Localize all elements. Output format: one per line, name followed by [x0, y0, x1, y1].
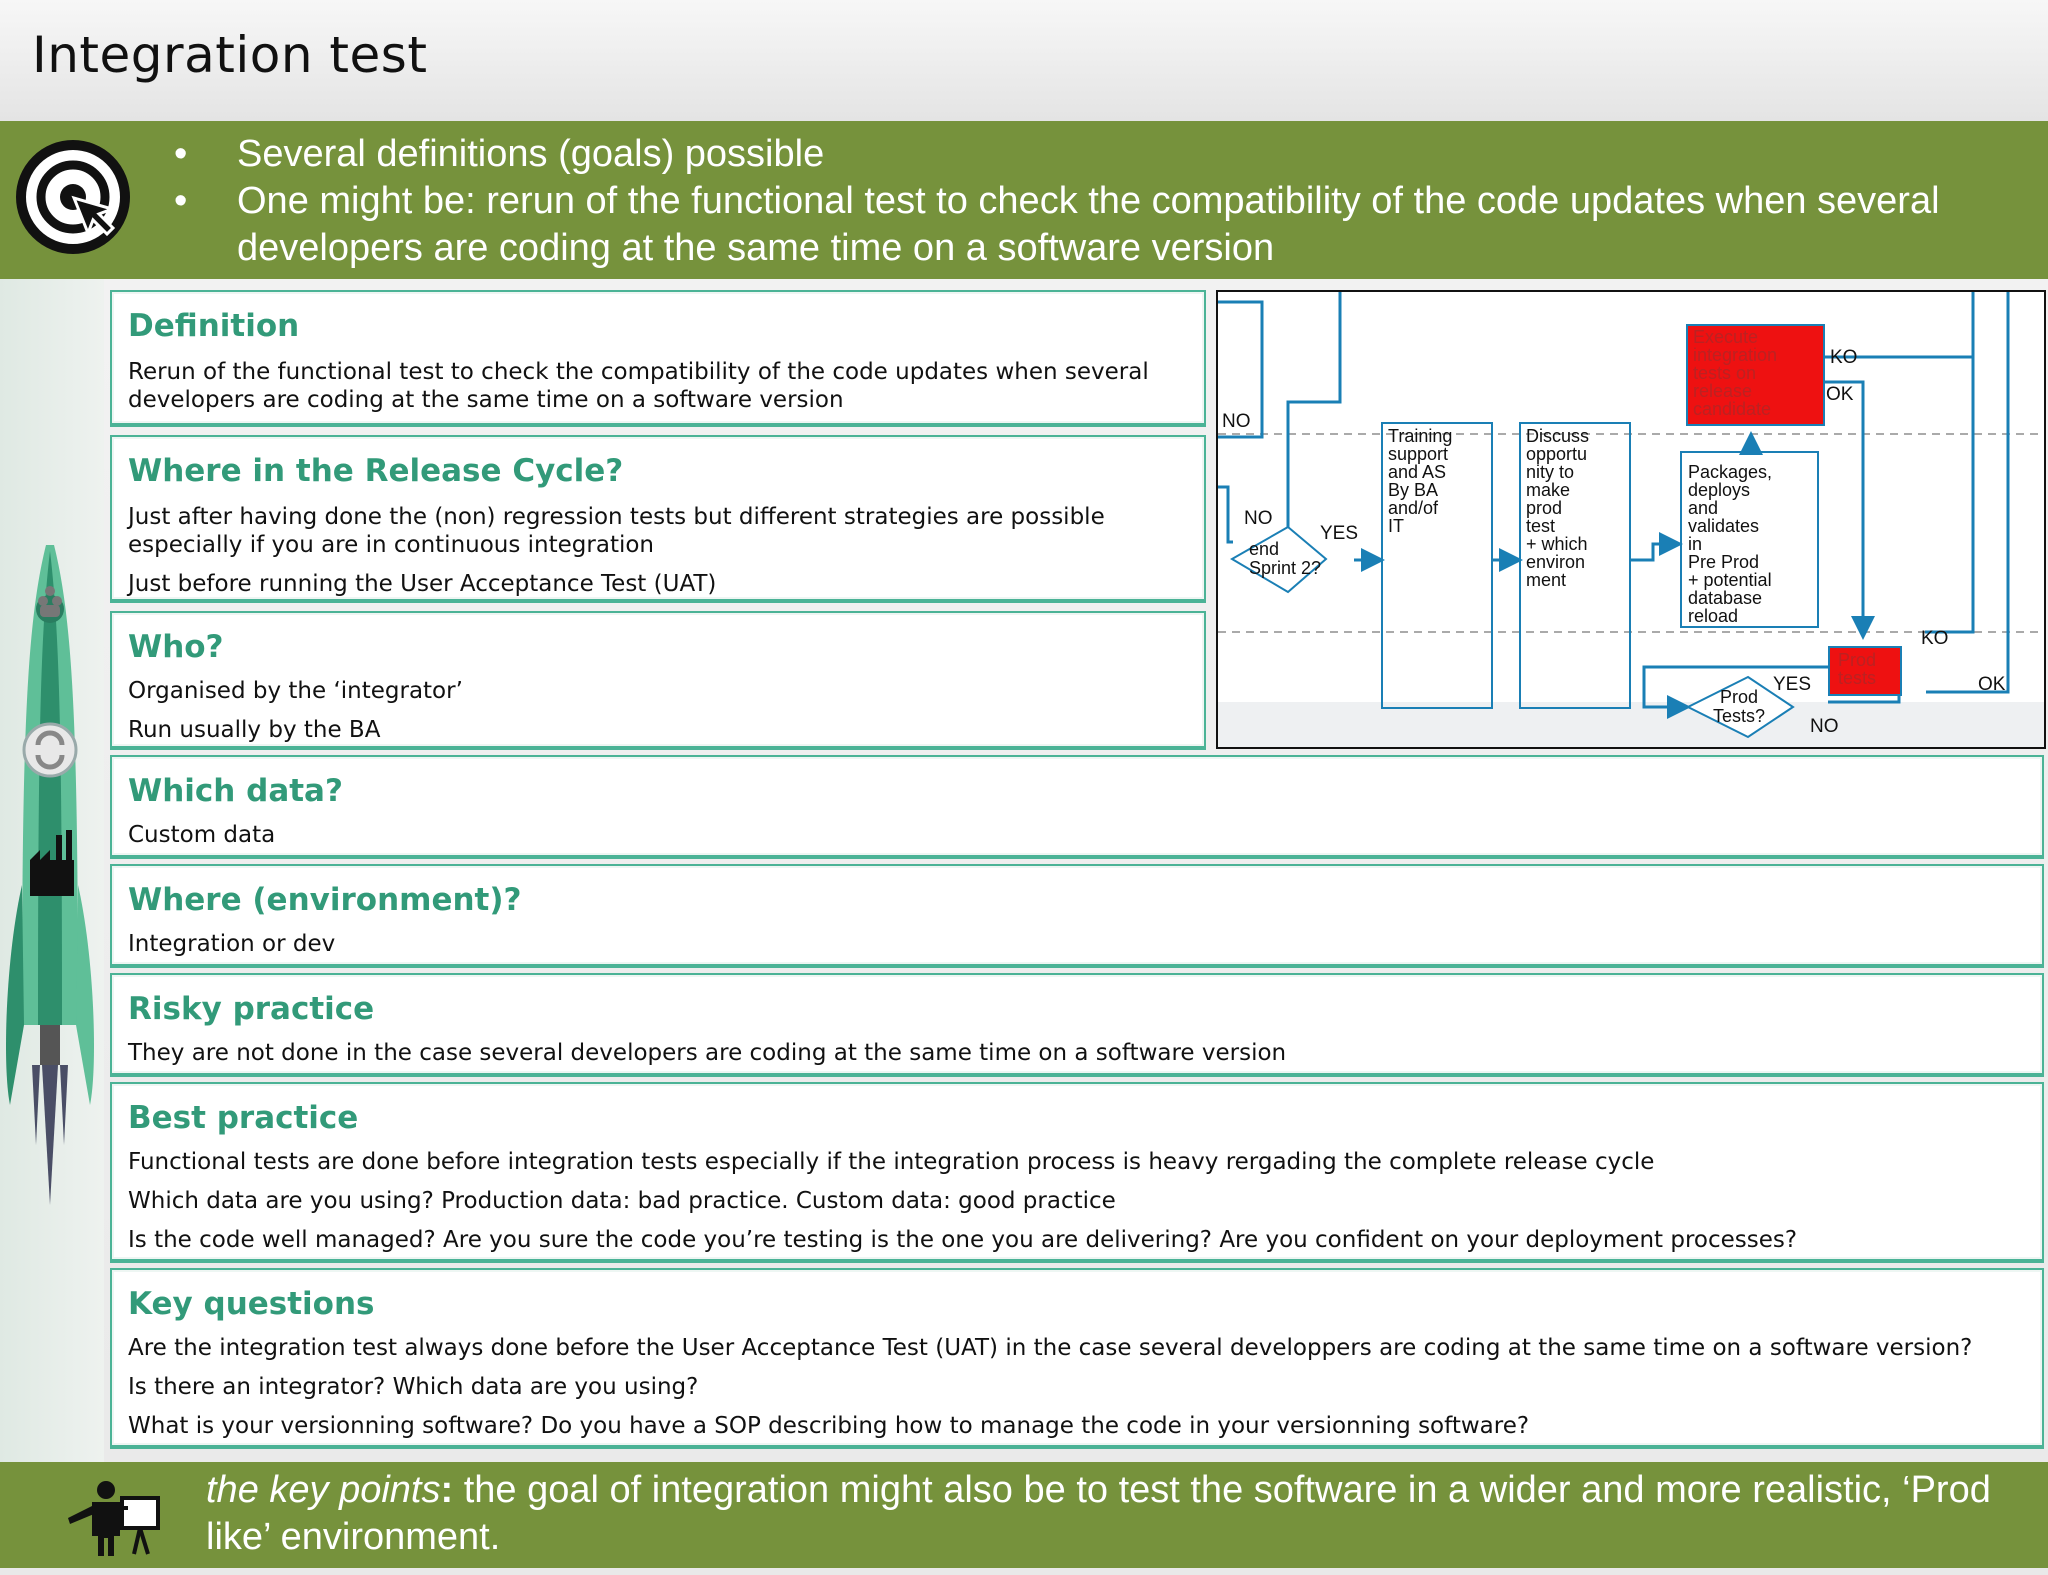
box-line: reload: [1688, 606, 1739, 626]
best-practice-card: [110, 1082, 2044, 1263]
prod-tests-box-text: [1838, 650, 1876, 688]
risky-practice-card: [110, 973, 2044, 1077]
box-line: make: [1526, 480, 1571, 500]
key-questions-text: What is your versionning software? Do you have a SOP describing how to manage the code in your versionning software?: [128, 1413, 1530, 1439]
flow-label-ok: OK: [1826, 384, 1854, 405]
bullet-glyph: •: [174, 180, 188, 222]
best-practice-text: Which data are you using? Production data: bad practice. Custom data: good practice: [128, 1188, 1116, 1214]
decision-prod-tests: [1713, 687, 1765, 726]
box-line: support: [1388, 444, 1449, 464]
which-data-card: [110, 755, 2044, 859]
box-line: in: [1688, 534, 1703, 554]
best-practice-heading: Best practice: [128, 1100, 359, 1136]
box-line: and/of: [1388, 498, 1439, 518]
bullet-glyph: •: [174, 133, 188, 175]
box-line: and: [1688, 498, 1719, 518]
release-cycle-text: Just before running the User Acceptance Test (UAT): [128, 571, 717, 597]
box-line: validates: [1688, 516, 1760, 536]
flow-label-ok: OK: [1978, 674, 2006, 695]
decision-text: Tests?: [1713, 706, 1766, 726]
box-line: + which: [1526, 534, 1588, 554]
key-points-prefix: the key points: [206, 1469, 441, 1511]
box-line: tests on: [1693, 363, 1757, 383]
flow-label-no: NO: [1222, 411, 1251, 432]
packages-box-text: [1688, 462, 1772, 626]
box-line: integration: [1693, 345, 1778, 365]
box-line: By BA: [1388, 480, 1439, 500]
environment-heading: Where (environment)?: [128, 882, 522, 918]
release-cycle-heading: Where in the Release Cycle?: [128, 453, 624, 489]
box-line: candidate: [1693, 399, 1772, 419]
who-card: [110, 611, 1206, 750]
risky-practice-text: They are not done in the case several developers are coding at the same time on a software version: [128, 1040, 1287, 1066]
process-flowchart: [1216, 290, 2046, 749]
box-line: IT: [1388, 516, 1404, 536]
box-line: nity to: [1526, 462, 1575, 482]
key-questions-text: Is there an integrator? Which data are you using?: [128, 1374, 699, 1400]
box-line: deploys: [1688, 480, 1751, 500]
box-line: release: [1693, 381, 1753, 401]
rocket-icon: [6, 505, 102, 1225]
box-line: Discuss: [1526, 426, 1590, 446]
best-practice-text: Functional tests are done before integration tests especially if the integration process is heavy rergading the complete release cycle: [128, 1149, 1655, 1175]
goal-text: Several definitions (goals) possible: [237, 133, 825, 175]
decision-text: Prod: [1720, 687, 1759, 707]
key-questions-heading: Key questions: [128, 1286, 375, 1322]
release-cycle-card: [110, 435, 1206, 603]
decision-text: end: [1248, 539, 1280, 559]
target-cursor-icon: [14, 138, 132, 256]
flow-label-yes: YES: [1773, 674, 1812, 695]
definition-text: Rerun of the functional test to check the compatibility of the code updates when several developers are coding at the same time on a software version: [128, 359, 1149, 413]
definition-card: [110, 290, 1206, 427]
flow-label-no: NO: [1244, 508, 1273, 529]
box-line: Prod: [1838, 650, 1877, 670]
box-line: Pre Prod: [1688, 552, 1760, 572]
box-line: + potential: [1688, 570, 1772, 590]
flow-label-yes: YES: [1320, 523, 1359, 544]
training-box-text: [1388, 426, 1452, 536]
key-questions-card: [110, 1268, 2044, 1449]
risky-practice-heading: Risky practice: [128, 991, 375, 1027]
box-line: Execute: [1693, 327, 1759, 347]
page-title: Integration test: [32, 26, 428, 84]
goals-list: [172, 131, 2022, 272]
box-line: Packages,: [1688, 462, 1773, 482]
box-line: environ: [1526, 552, 1586, 572]
box-line: database: [1688, 588, 1763, 608]
which-data-heading: Which data?: [128, 773, 343, 809]
box-line: tests: [1838, 668, 1877, 688]
presenter-icon: [62, 1478, 166, 1558]
key-points-body: the goal of integration might also be to test the software in a wider and more realistic, ‘Prod like’ environment.: [206, 1469, 1991, 1558]
key-points-colon: :: [440, 1469, 454, 1511]
box-line: and AS: [1388, 462, 1447, 482]
box-line: Training: [1388, 426, 1453, 446]
box-line: prod: [1526, 498, 1563, 518]
definition-heading: Definition: [128, 308, 300, 344]
key-questions-text: Are the integration test always done before the User Acceptance Test (UAT) in the case several developpers are coding at the same time on a software version?: [128, 1335, 1973, 1361]
who-heading: Who?: [128, 629, 224, 665]
box-line: ment: [1526, 570, 1567, 590]
box-line: opportu: [1526, 444, 1588, 464]
goal-item: [172, 131, 2022, 178]
key-points-text: [206, 1467, 2006, 1561]
flow-label-ko: KO: [1921, 628, 1949, 649]
environment-text: Integration or dev: [128, 931, 336, 957]
decision-text: Sprint 2?: [1248, 558, 1322, 578]
best-practice-text: Is the code well managed? Are you sure the code you’re testing is the one you are delivering? Are you confident on your deployment processes?: [128, 1227, 1798, 1253]
goal-item: [172, 178, 2022, 272]
goal-text: One might be: rerun of the functional test to check the compatibility of the code updates when several developers are coding at the same time on a software version: [237, 180, 1940, 269]
flow-label-no: NO: [1810, 716, 1839, 737]
release-cycle-text: Just after having done the (non) regression tests but different strategies are possible especially if you are in continuous integration: [128, 504, 1105, 558]
discuss-box-text: [1526, 426, 1589, 590]
box-line: test: [1526, 516, 1556, 536]
flow-label-ko: KO: [1830, 347, 1858, 368]
who-text: Run usually by the BA: [128, 717, 381, 743]
who-text: Organised by the ‘integrator’: [128, 678, 463, 704]
which-data-text: Custom data: [128, 822, 276, 848]
environment-card: [110, 864, 2044, 968]
